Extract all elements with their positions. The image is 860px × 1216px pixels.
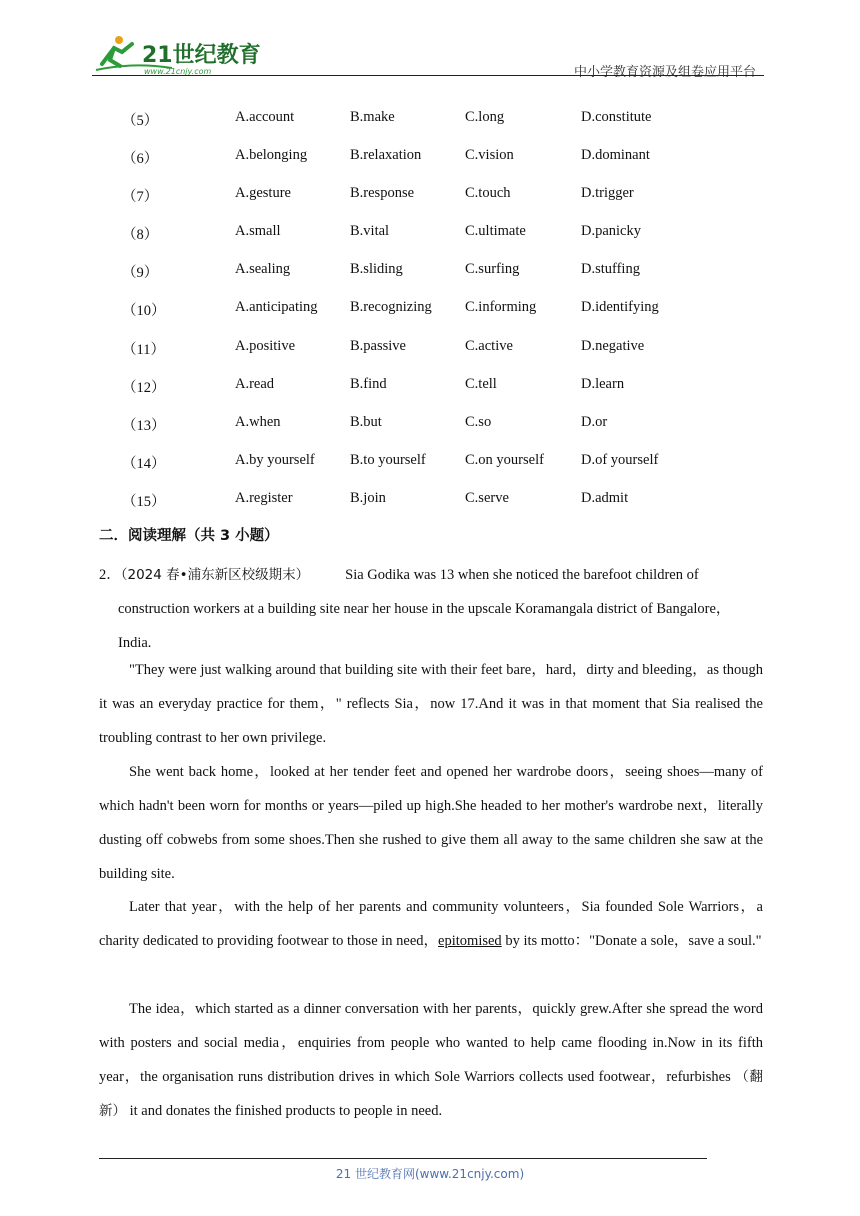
- option-row: [122, 485, 762, 523]
- option-b: B.find: [350, 375, 387, 392]
- option-d: D.stuffing: [581, 261, 640, 278]
- paragraph-1: "They were just walking around that building site with their feet bare，hard，dirty and bleeding，as though it was an everyday practice for them，" reflects Sia，now 17.And it was in that moment that Sia realised the troubling contrast to her own privilege.: [99, 662, 763, 746]
- option-number: （11）: [122, 341, 165, 358]
- option-c: C.informing: [465, 299, 537, 316]
- option-a: A.gesture: [235, 185, 291, 202]
- option-number: （13）: [122, 417, 166, 434]
- option-row: [122, 104, 762, 142]
- option-d: D.dominant: [581, 147, 650, 164]
- option-row: [122, 333, 762, 371]
- option-b: B.response: [350, 185, 415, 202]
- option-row: [122, 180, 762, 218]
- option-number: （7）: [122, 189, 159, 206]
- option-number: （8）: [122, 227, 159, 244]
- svg-text:www.21cnjy.com: www.21cnjy.com: [144, 67, 212, 76]
- option-b: B.to yourself: [350, 451, 426, 468]
- chinese-gloss: （翻新）: [99, 1069, 763, 1119]
- option-number: （14）: [122, 455, 166, 472]
- option-a: A.when: [235, 413, 281, 430]
- option-d: D.constitute: [581, 109, 652, 125]
- option-a: A.belonging: [235, 147, 308, 164]
- paragraph-4-after: it and donates the finished products to people in need.: [126, 1103, 443, 1119]
- question-first-line: Sia Godika was 13 when she noticed the barefoot children of: [345, 567, 699, 583]
- option-d: D.identifying: [581, 299, 659, 316]
- option-row: [122, 294, 762, 332]
- option-number: （10）: [122, 303, 166, 320]
- option-b: B.vital: [350, 223, 390, 240]
- option-b: B.passive: [350, 337, 406, 354]
- option-a: A.small: [235, 223, 281, 240]
- option-d: D.of yourself: [581, 451, 659, 468]
- option-c: C.surfing: [465, 261, 520, 278]
- option-d: D.panicky: [581, 223, 641, 240]
- options-table: [122, 104, 762, 523]
- option-b: B.relaxation: [350, 147, 422, 164]
- question-first-rest: construction workers at a building site near her house in the upscale Koramangala district of Bangalore，India.: [118, 601, 731, 651]
- option-c: C.so: [465, 413, 492, 430]
- option-b: B.make: [350, 109, 395, 125]
- option-a: A.account: [235, 109, 295, 125]
- page-header: [92, 28, 764, 78]
- option-row: [122, 371, 762, 409]
- paragraph-2: She went back home，looked at her tender feet and opened her wardrobe doors，seeing shoes—many of which hadn't been worn for months or years—piled up high.She headed to her mother's wardrobe next，literally dusting off cobwebs from some shoes.Then she rushed to give them all away to the same children she saw at the building site.: [99, 764, 763, 882]
- option-a: A.register: [235, 489, 293, 506]
- option-a: A.positive: [235, 337, 296, 354]
- paragraph-3-before: Later that year，with the help of her parents and community volunteers，Sia founded Sole Warriors，a charity dedicated to providing footwear to those in need，: [99, 899, 763, 949]
- option-row: [122, 142, 762, 180]
- option-number: （15）: [122, 493, 166, 510]
- option-d: D.or: [581, 413, 608, 430]
- option-c: C.ultimate: [465, 223, 526, 240]
- option-row: [122, 409, 762, 447]
- paragraph-4-before: The idea，which started as a dinner conversation with her parents，quickly grew.After she spread the word with posters and social media，enquiries from people who wanted to help came flooding in.Now in its fifth year，the organisation runs distribution drives in which Sole Warriors collects used footwear，refurbishes: [99, 1001, 763, 1085]
- option-b: B.sliding: [350, 261, 403, 278]
- platform-title: 中小学教育资源及组卷应用平台: [573, 65, 756, 80]
- question-source: （2024 春•浦东新区校级期末）: [120, 567, 310, 583]
- svg-text:21世纪教育: 21世纪教育: [142, 43, 261, 68]
- option-row: [122, 256, 762, 294]
- option-b: B.join: [350, 489, 386, 506]
- 21cnjy-logo: [92, 34, 262, 76]
- option-number: （5）: [122, 113, 159, 129]
- option-d: D.negative: [581, 337, 645, 354]
- underlined-word: epitomised: [438, 933, 502, 949]
- option-number: （9）: [122, 265, 159, 282]
- option-d: D.trigger: [581, 185, 634, 202]
- option-row: [122, 447, 762, 485]
- option-c: C.touch: [465, 185, 511, 202]
- option-b: B.but: [350, 413, 382, 430]
- option-number: （12）: [122, 379, 166, 396]
- option-c: C.long: [465, 109, 505, 125]
- option-d: D.admit: [581, 489, 629, 506]
- paragraph-3-after: by its motto："Donate a sole，save a soul.": [501, 933, 762, 949]
- option-b: B.recognizing: [350, 299, 432, 316]
- header-divider: [92, 75, 764, 76]
- option-c: C.serve: [465, 489, 509, 506]
- option-c: C.active: [465, 337, 513, 354]
- option-a: A.anticipating: [235, 299, 318, 316]
- question-number: 2．: [99, 567, 121, 583]
- section-title: 二．阅读理解（共 3 小题）: [99, 528, 279, 544]
- option-c: C.vision: [465, 147, 514, 164]
- footer-divider: [99, 1158, 707, 1159]
- option-a: A.sealing: [235, 261, 291, 278]
- option-number: （6）: [122, 151, 159, 168]
- option-a: A.by yourself: [235, 451, 315, 468]
- paragraph-4: [99, 992, 763, 1128]
- option-d: D.learn: [581, 375, 625, 392]
- option-a: A.read: [235, 375, 275, 392]
- option-row: [122, 218, 762, 256]
- question-intro: [99, 558, 763, 660]
- footer-link[interactable]: 21 世纪教育网(www.21cnjy.com): [335, 1167, 525, 1181]
- option-c: C.tell: [465, 375, 497, 392]
- paragraph-3: [99, 890, 763, 958]
- option-c: C.on yourself: [465, 451, 544, 468]
